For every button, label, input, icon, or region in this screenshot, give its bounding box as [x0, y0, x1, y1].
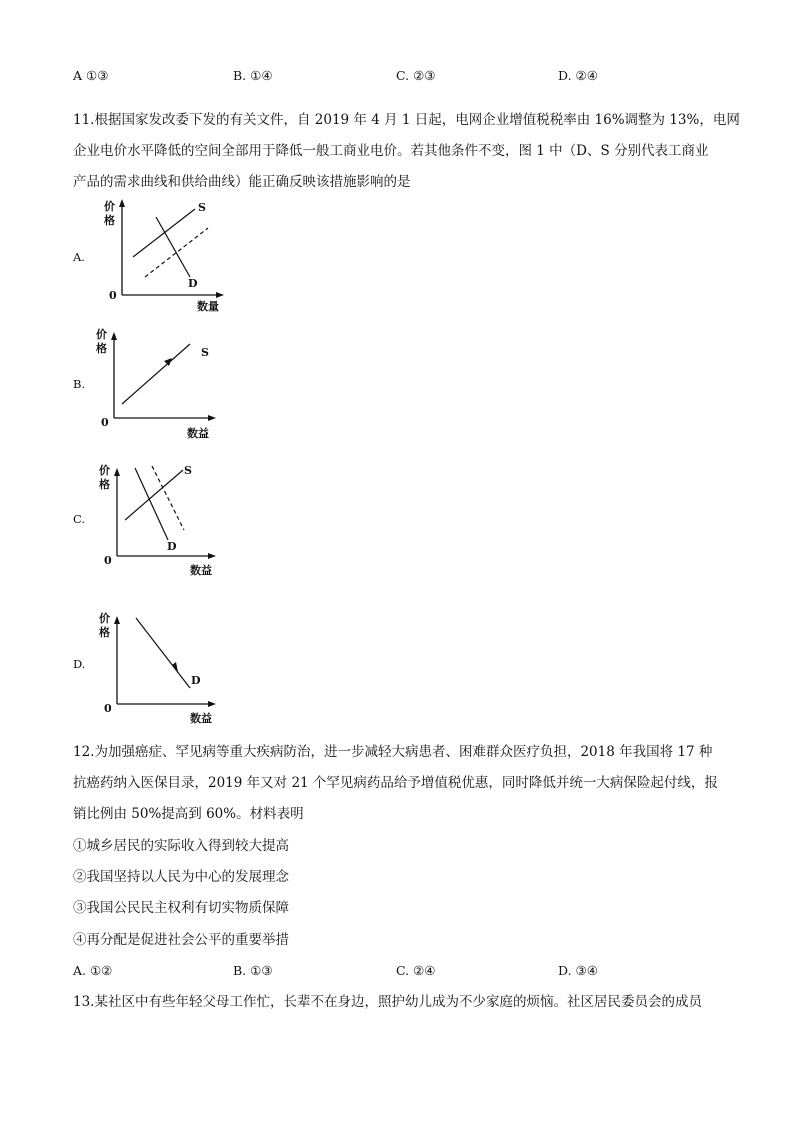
q12-option-a: A. ①② [73, 963, 113, 978]
q11-line-1: 11.根据国家发改委下发的有关文件，自 2019 年 4 月 1 日起，电网企业增值税税率由 16%调整为 13%，电网 [73, 112, 740, 128]
demand-label: D [188, 277, 198, 290]
q10-option-a: A ①③ [73, 68, 109, 83]
q12-option-d: D. ③④ [558, 963, 598, 978]
y-label-2: 格 [96, 342, 107, 355]
y-label-1: 价 [96, 328, 107, 341]
x-label: 数益 [187, 427, 209, 440]
q11-line-3: 产品的需求曲线和供给曲线）能正确反映该措施影响的是 [73, 174, 411, 190]
q11-graph-a-option: A. [73, 250, 85, 264]
supply-arrow [164, 358, 172, 366]
q12-statement-4: ④再分配是促进社会公平的重要举措 [73, 932, 289, 948]
supply-label: S [198, 201, 206, 214]
supply-curve [125, 470, 183, 520]
q12-statement-1: ①城乡居民的实际收入得到较大提高 [73, 838, 289, 854]
y-label-1: 价 [104, 200, 115, 213]
q10-option-c: C. ②③ [396, 68, 436, 83]
q11-graph-b [96, 322, 230, 442]
y-label-2: 格 [99, 478, 110, 491]
origin-label: 0 [104, 554, 112, 567]
y-label-2: 格 [99, 626, 110, 639]
supply-curve [122, 344, 190, 404]
q11-graph-b-option: B. [73, 377, 86, 391]
x-label: 数益 [190, 712, 212, 725]
supply-curve [133, 209, 195, 257]
y-axis-arrow [114, 468, 120, 476]
q11-graph-d-option: D. [73, 657, 86, 671]
q12-line-3: 销比例由 50%提高到 60%。材料表明 [73, 806, 304, 822]
origin-label: 0 [109, 289, 117, 302]
supply-label: S [184, 464, 192, 477]
x-label: 数益 [190, 564, 212, 577]
supply-label: S [201, 346, 209, 359]
origin-label: 0 [104, 702, 112, 715]
q11-graph-d [100, 606, 230, 726]
q12-line-1: 12.为加强癌症、罕见病等重大疾病防治，进一步减轻大病患者、困难群众医疗负担，2018 年我国将 17 种 [73, 744, 713, 760]
y-axis-arrow [119, 199, 125, 207]
q11-line-2: 企业电价水平降低的空间全部用于降低一般工商业电价。若其他条件不变，图 1 中（D、S 分别代表工商业 [73, 143, 709, 159]
q10-option-b: B. ①④ [233, 68, 273, 83]
x-axis-arrow [208, 415, 216, 421]
demand-label: D [167, 540, 177, 553]
demand-curve [136, 618, 190, 688]
demand-curve [135, 468, 168, 540]
q11-graph-c [100, 458, 230, 578]
q12-statement-3: ③我国公民民主权利有切实物质保障 [73, 900, 289, 916]
origin-label: 0 [101, 416, 109, 429]
q10-option-d: D. ②④ [558, 68, 598, 83]
y-axis-arrow [111, 332, 117, 340]
q11-graph-a [100, 195, 230, 315]
q12-option-b: B. ①③ [233, 963, 273, 978]
q12-statement-2: ②我国坚持以人民为中心的发展理念 [73, 869, 289, 885]
y-label-1: 价 [99, 612, 110, 625]
demand-curve-shifted [152, 466, 184, 530]
q12-line-2: 抗癌药纳入医保目录，2019 年又对 21 个罕见病药品给予增值税优惠，同时降低并统一大病保险起付线，报 [73, 775, 718, 791]
x-axis-arrow [208, 553, 216, 559]
q12-option-c: C. ②④ [396, 963, 436, 978]
y-label-2: 格 [104, 214, 115, 227]
q11-graph-c-option: C. [73, 512, 86, 526]
x-label: 数量 [197, 300, 219, 313]
q13-line-1: 13.某社区中有些年轻父母工作忙，长辈不在身边，照护幼儿成为不少家庭的烦恼。社区居民委员会的成员 [73, 994, 702, 1010]
x-axis-arrow [216, 292, 224, 298]
x-axis-arrow [208, 701, 216, 707]
y-label-1: 价 [99, 464, 110, 477]
demand-arrow [172, 662, 178, 672]
y-axis-arrow [114, 616, 120, 624]
demand-label: D [191, 674, 201, 687]
